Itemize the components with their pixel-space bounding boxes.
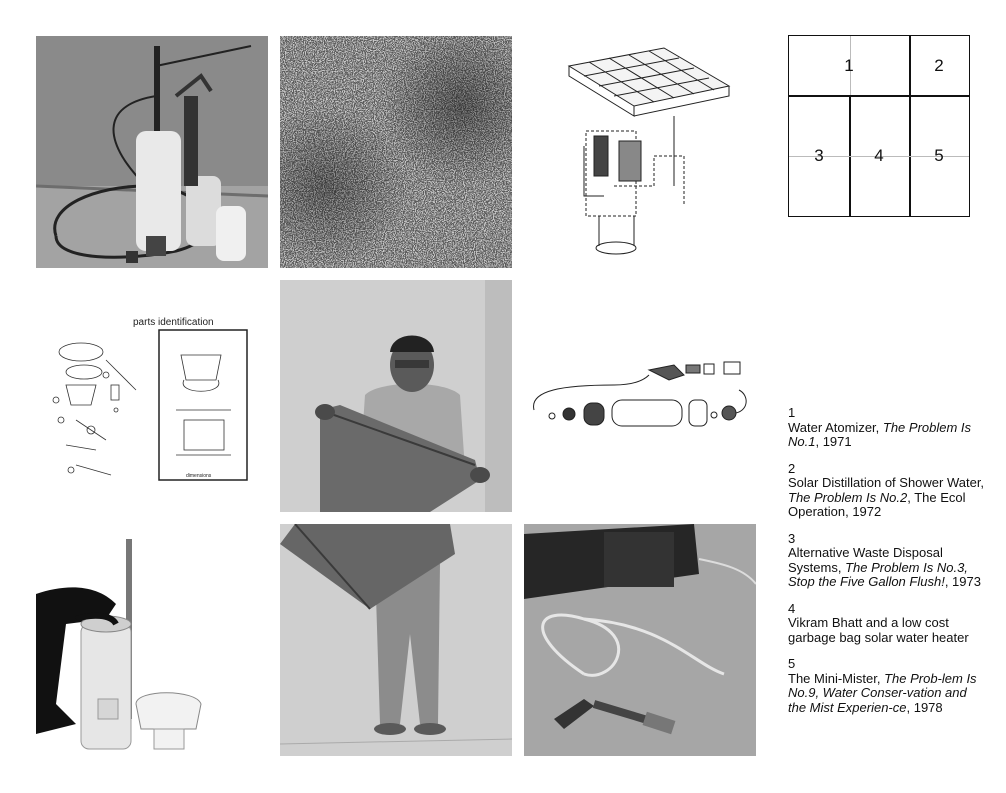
parts-heading: parts identification (133, 317, 214, 328)
caption-3: 3 Alternative Waste Disposal Systems, The Problem Is No.3, Stop the Five Gallon Flush!, 1973 (788, 530, 981, 589)
waste-disposal-photo (36, 524, 268, 756)
layout-key (788, 35, 970, 217)
key-cell-1: 1 (844, 56, 854, 75)
caption-1: 1 Water Atomizer, The Problem Is No.1, 1971 (788, 405, 972, 449)
parts-identification-drawing (36, 280, 268, 512)
key-cell-3: 3 (814, 146, 824, 165)
mini-mister-photo (524, 524, 756, 756)
key-cell-5: 5 (934, 146, 944, 165)
mist-spray-photo (280, 36, 512, 268)
mini-mister-diagram (524, 340, 756, 435)
caption-5: 5 The Mini-Mister, The Prob-lem Is No.9, Water Conser-vation and the Mist Experien-ce, 1978 (788, 656, 977, 715)
key-cell-4: 4 (874, 146, 884, 165)
water-atomizer-photo (36, 36, 268, 268)
caption-2: 2 Solar Distillation of Shower Water, The Problem Is No.2, The Ecol Operation, 1972 (788, 460, 985, 519)
caption-4: 4 Vikram Bhatt and a low cost garbage bag solar water heater (788, 600, 969, 645)
key-cell-2: 2 (934, 56, 944, 75)
captions (788, 406, 988, 727)
vikram-bhatt-photo-top (280, 280, 512, 512)
vikram-bhatt-photo-bottom (280, 524, 512, 756)
solar-distillation-drawing (524, 36, 756, 268)
parts-footer: dimensions (186, 473, 212, 479)
